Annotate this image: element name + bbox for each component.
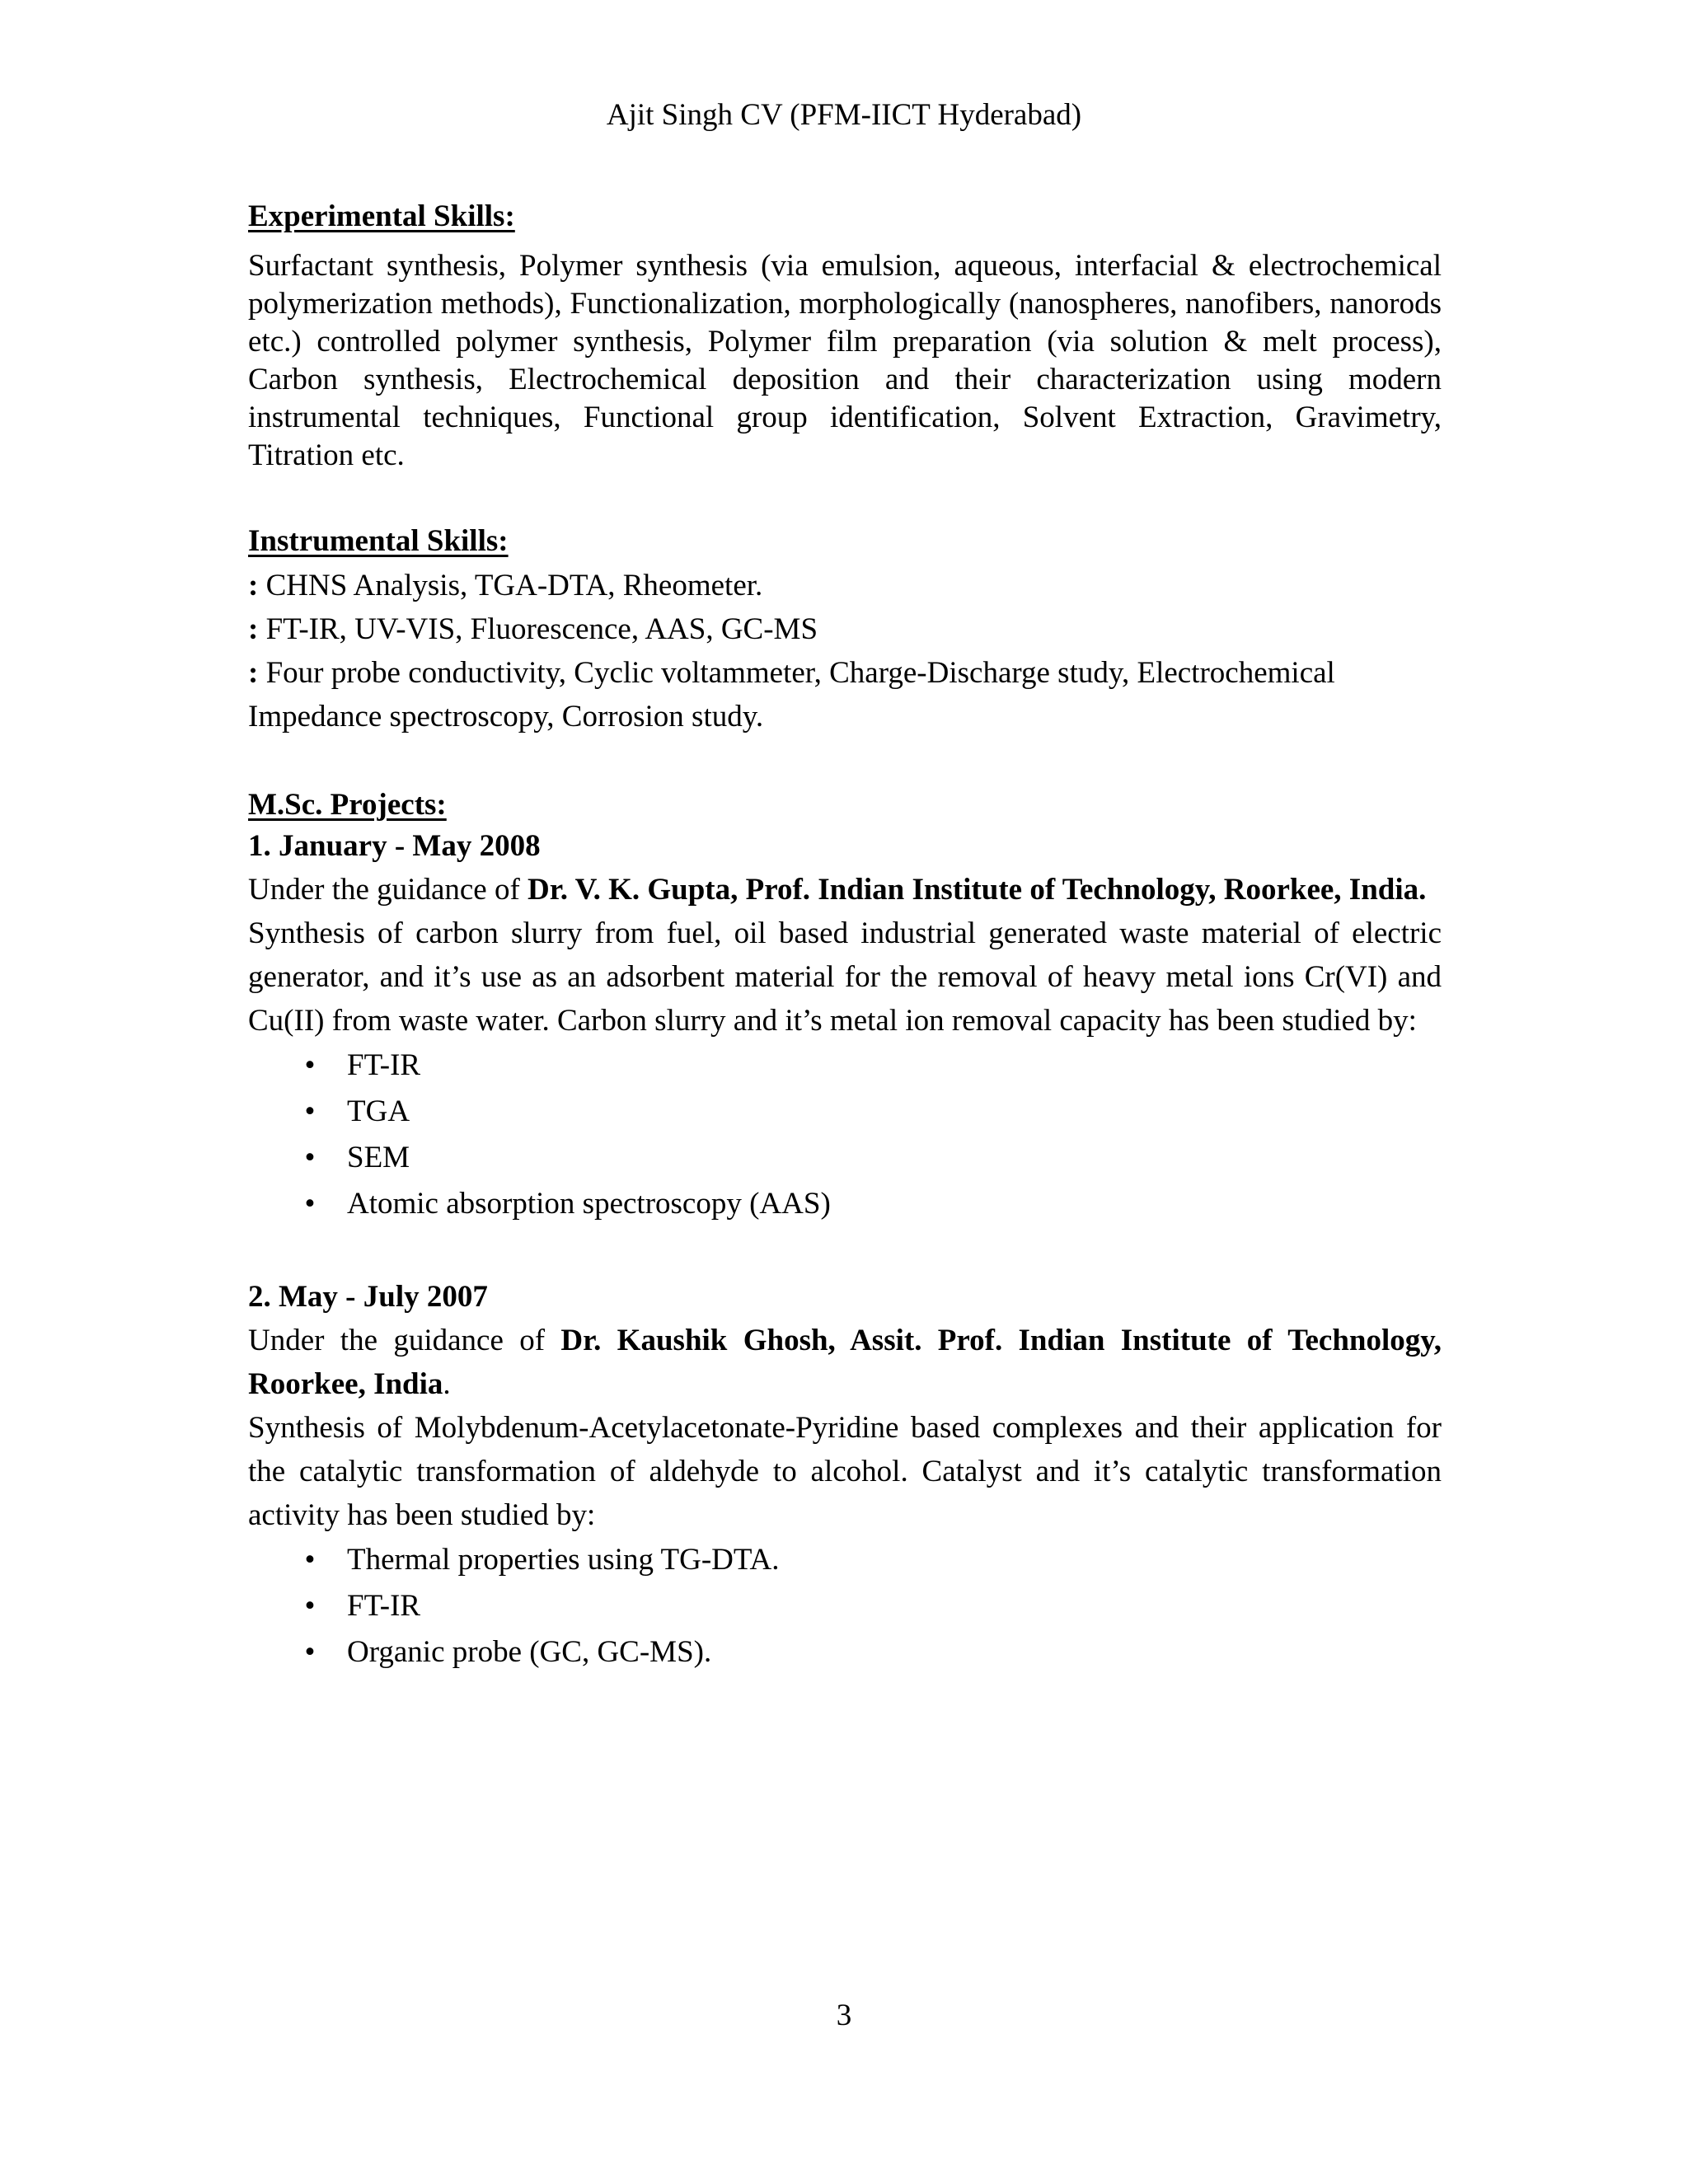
bullet-icon: • bbox=[304, 1589, 316, 1623]
item-colon: : bbox=[248, 656, 259, 690]
list-item-text: Atomic absorption spectroscopy (AAS) bbox=[347, 1187, 831, 1221]
bullet-icon: • bbox=[304, 1635, 316, 1669]
list-item-text: SEM bbox=[347, 1141, 410, 1174]
instrumental-skills-heading: Instrumental Skills: bbox=[248, 524, 509, 558]
msc-projects-section bbox=[248, 786, 1442, 1675]
instrumental-skill-item bbox=[248, 607, 1442, 651]
item-colon: : bbox=[248, 569, 259, 602]
project-entry bbox=[248, 824, 1442, 1227]
project-title: 1. January - May 2008 bbox=[248, 829, 541, 863]
project-entry bbox=[248, 1275, 1442, 1675]
list-item bbox=[248, 1583, 1442, 1629]
bullet-icon: • bbox=[304, 1543, 316, 1577]
project-guide bbox=[248, 1319, 1442, 1406]
experimental-skills-text: Surfactant synthesis, Polymer synthesis (via emulsion, aqueous, interfacial & electrochemical polymerization methods), Functionalization, morphologically (nanospheres, nanofibers, nanorods etc.) controlled polymer synthesis, Polymer film preparation (via solution & melt process), Carbon synthesis, Electrochemical deposition and their characterization using modern instrumental techniques, Functional group identification, Solvent Extraction, Gravimetry, Titration etc. bbox=[248, 249, 1442, 472]
page-content bbox=[248, 198, 1442, 1675]
bullet-icon: • bbox=[304, 1187, 316, 1221]
list-item-text: Organic probe (GC, GC-MS). bbox=[347, 1635, 712, 1669]
list-item-text: TGA bbox=[347, 1094, 410, 1128]
project-description: Synthesis of Molybdenum-Acetylacetonate-Pyridine based complexes and their application for the catalytic transformation of aldehyde to alcohol. Catalyst and it’s catalytic transformation activity has been studied by: bbox=[248, 1411, 1442, 1532]
bullet-icon: • bbox=[304, 1048, 316, 1082]
guide-name: Dr. Kaushik Ghosh, Assit. Prof. Indian Institute of Technology, Roorkee, India bbox=[248, 1324, 1442, 1401]
item-text: Four probe conductivity, Cyclic voltammeter, Charge-Discharge study, Electrochemical Impedance spectroscopy, Corrosion study. bbox=[248, 656, 1335, 733]
item-text: FT-IR, UV-VIS, Fluorescence, AAS, GC-MS bbox=[258, 612, 818, 646]
instrumental-skills-list bbox=[248, 564, 1442, 738]
guide-prefix: Under the guidance of bbox=[248, 873, 528, 907]
list-item bbox=[248, 1629, 1442, 1675]
bullet-icon: • bbox=[304, 1094, 316, 1128]
running-header-title: Ajit Singh CV (PFM-IICT Hyderabad) bbox=[606, 98, 1082, 132]
instrumental-skills-section bbox=[248, 523, 1442, 738]
project-description: Synthesis of carbon slurry from fuel, oil based industrial generated waste material of electric generator, and it’s use as an adsorbent material for the removal of heavy metal ions Cr(VI) and Cu(II) from waste water. Carbon slurry and it’s metal ion removal capacity has been studied by: bbox=[248, 916, 1442, 1038]
guide-name: Dr. V. K. Gupta, Prof. Indian Institute of Technology, Roorkee, India. bbox=[528, 873, 1427, 907]
project-technique-list bbox=[248, 1537, 1442, 1675]
experimental-skills-heading: Experimental Skills: bbox=[248, 199, 515, 233]
list-item bbox=[248, 1089, 1442, 1135]
experimental-skills-section bbox=[248, 198, 1442, 475]
list-item bbox=[248, 1135, 1442, 1181]
guide-suffix: . bbox=[443, 1367, 451, 1401]
list-item-text: FT-IR bbox=[347, 1589, 421, 1623]
bullet-icon: • bbox=[304, 1141, 316, 1174]
list-item bbox=[248, 1537, 1442, 1583]
item-text: CHNS Analysis, TGA-DTA, Rheometer. bbox=[258, 569, 763, 602]
project-title: 2. May - July 2007 bbox=[248, 1280, 488, 1314]
spacer bbox=[248, 475, 1442, 523]
page-number: 3 bbox=[836, 1999, 852, 2032]
msc-projects-heading: M.Sc. Projects: bbox=[248, 788, 447, 822]
instrumental-skill-item bbox=[248, 651, 1442, 738]
list-item-text: FT-IR bbox=[347, 1048, 421, 1082]
instrumental-skill-item bbox=[248, 564, 1442, 607]
item-colon: : bbox=[248, 612, 259, 646]
spacer bbox=[248, 738, 1442, 786]
list-item bbox=[248, 1181, 1442, 1227]
spacer bbox=[248, 1227, 1442, 1275]
list-item-text: Thermal properties using TG-DTA. bbox=[347, 1543, 780, 1577]
project-technique-list bbox=[248, 1043, 1442, 1227]
project-guide bbox=[248, 868, 1442, 912]
guide-prefix: Under the guidance of bbox=[248, 1324, 561, 1357]
list-item bbox=[248, 1043, 1442, 1089]
